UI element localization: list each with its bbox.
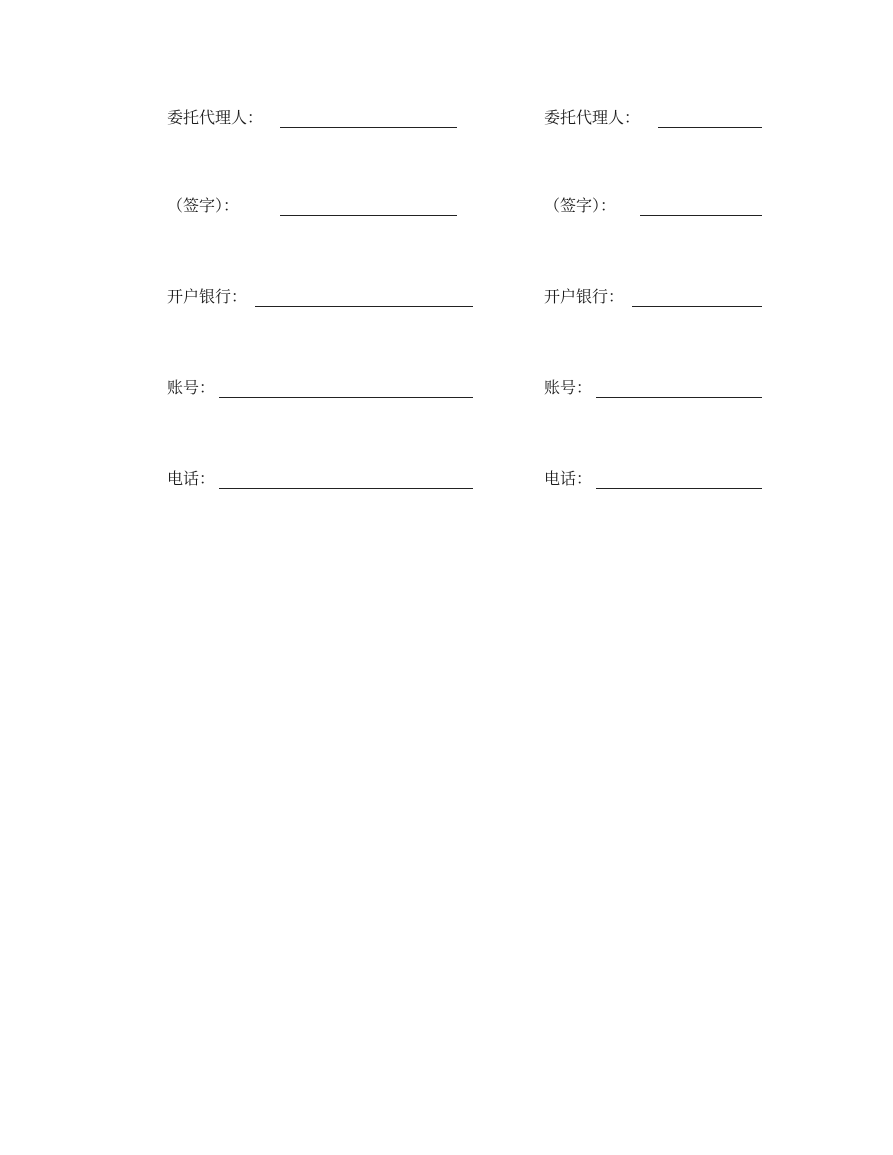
right-account-label: 账号： — [544, 378, 593, 397]
left-phone-label: 电话： — [167, 469, 216, 488]
left-phone-field — [167, 465, 475, 489]
right-bank-label: 开户银行： — [544, 287, 625, 306]
left-phone-line[interactable] — [219, 488, 473, 489]
left-agent-label: 委托代理人： — [167, 108, 264, 127]
left-signature-label: （签字）： — [167, 196, 240, 215]
left-bank-field — [167, 283, 475, 307]
left-account-field — [167, 374, 475, 398]
right-signature-line[interactable] — [640, 215, 762, 216]
right-agent-signature-line[interactable] — [658, 127, 762, 128]
left-bank-label: 开户银行： — [167, 287, 248, 306]
right-phone-field — [544, 465, 764, 489]
right-phone-line[interactable] — [596, 488, 762, 489]
left-account-line[interactable] — [219, 397, 473, 398]
right-agent-field — [544, 104, 764, 128]
left-account-label: 账号： — [167, 378, 216, 397]
right-phone-label: 电话： — [544, 469, 593, 488]
right-bank-line[interactable] — [632, 306, 762, 307]
right-bank-field — [544, 283, 764, 307]
left-signature-field — [167, 192, 459, 216]
left-bank-line[interactable] — [255, 306, 473, 307]
right-signature-field — [544, 192, 764, 216]
right-agent-label: 委托代理人： — [544, 108, 641, 127]
left-signature-line[interactable] — [280, 215, 457, 216]
left-agent-signature-line[interactable] — [280, 127, 457, 128]
right-account-line[interactable] — [596, 397, 762, 398]
right-account-field — [544, 374, 764, 398]
right-signature-label: （签字）： — [544, 196, 617, 215]
left-agent-field — [167, 104, 459, 128]
